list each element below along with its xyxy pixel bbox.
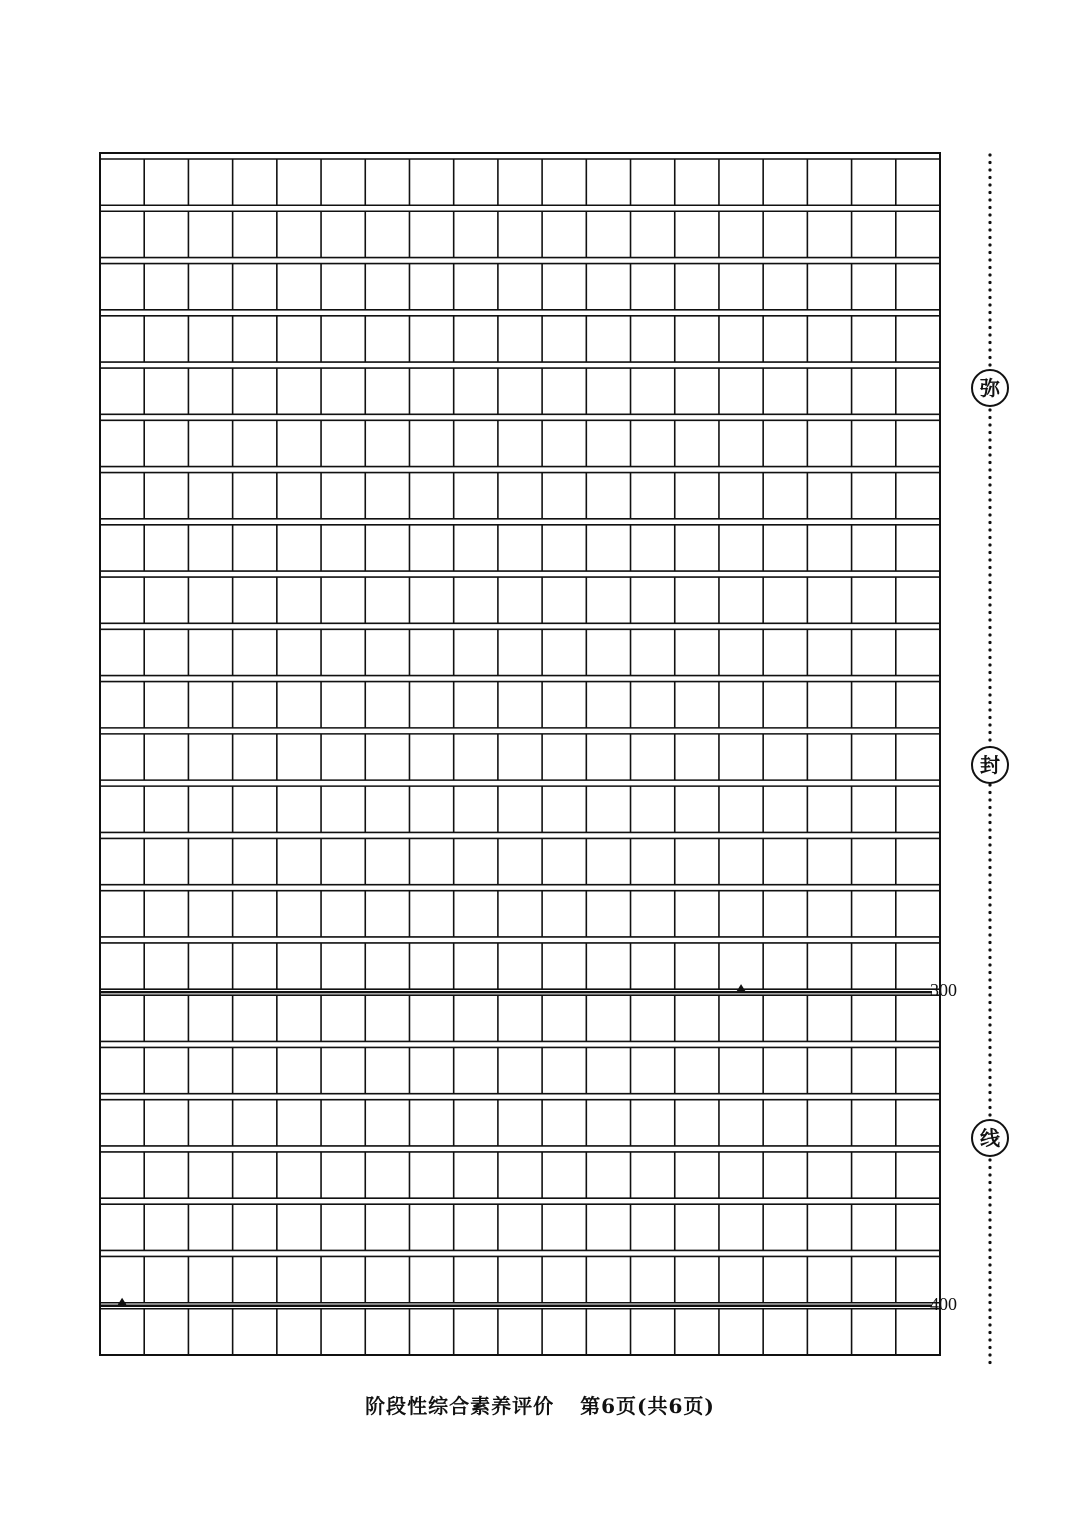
binding-dot (988, 1083, 991, 1086)
binding-dot (988, 243, 991, 246)
binding-dot (988, 603, 991, 606)
word-count-triangle (117, 1298, 127, 1306)
binding-dot (988, 333, 991, 336)
binding-dot (988, 1008, 991, 1011)
binding-dot (988, 453, 991, 456)
binding-dot (988, 648, 991, 651)
binding-dot (988, 281, 991, 284)
binding-dot (988, 626, 991, 629)
word-count-triangle (736, 984, 746, 992)
binding-dot (988, 1323, 991, 1326)
binding-dot (988, 1338, 991, 1341)
binding-dot (988, 1286, 991, 1289)
binding-dot (988, 663, 991, 666)
binding-dot (988, 678, 991, 681)
binding-dot (988, 641, 991, 644)
binding-dot (988, 851, 991, 854)
binding-dot (988, 1271, 991, 1274)
page-footer (0, 1390, 1080, 1419)
binding-dot (988, 498, 991, 501)
binding-dot (988, 858, 991, 861)
binding-dot (988, 806, 991, 809)
binding-dot (988, 506, 991, 509)
binding-dot (988, 513, 991, 516)
binding-dot (988, 978, 991, 981)
binding-dot (988, 1248, 991, 1251)
binding-dot (988, 956, 991, 959)
binding-dot (988, 656, 991, 659)
binding-dot (988, 963, 991, 966)
binding-dot (988, 273, 991, 276)
binding-dot (988, 1173, 991, 1176)
binding-dot (988, 791, 991, 794)
binding-dot (988, 476, 991, 479)
binding-dot (988, 176, 991, 179)
binding-dot (988, 1031, 991, 1034)
binding-dot (988, 1353, 991, 1356)
binding-dot (988, 266, 991, 269)
binding-dot (988, 1293, 991, 1296)
binding-dot (988, 303, 991, 306)
binding-dot (988, 926, 991, 929)
binding-dot (988, 1158, 991, 1161)
binding-dot (988, 1091, 991, 1094)
binding-dot (988, 438, 991, 441)
binding-dot (988, 716, 991, 719)
binding-dot (988, 461, 991, 464)
binding-dot (988, 1166, 991, 1169)
binding-dot (988, 213, 991, 216)
binding-dot (988, 551, 991, 554)
binding-dot (988, 701, 991, 704)
binding-dot (988, 341, 991, 344)
binding-dot (988, 206, 991, 209)
binding-dot (988, 836, 991, 839)
binding-dot (988, 183, 991, 186)
binding-dot (988, 311, 991, 314)
binding-dot (988, 731, 991, 734)
binding-dot (988, 1263, 991, 1266)
binding-dot (988, 221, 991, 224)
binding-dot (988, 236, 991, 239)
binding-dot (988, 1203, 991, 1206)
binding-dot (988, 528, 991, 531)
binding-dot (988, 1053, 991, 1056)
binding-dot (988, 1278, 991, 1281)
binding-dot (988, 986, 991, 989)
binding-dot (988, 918, 991, 921)
binding-dot (988, 798, 991, 801)
binding-dot (988, 1218, 991, 1221)
binding-dot (988, 686, 991, 689)
binding-dot (988, 1316, 991, 1319)
binding-dot (988, 941, 991, 944)
binding-dot (988, 296, 991, 299)
binding-dot (988, 873, 991, 876)
binding-dot (988, 1331, 991, 1334)
binding-dot (988, 1023, 991, 1026)
binding-dot (988, 588, 991, 591)
binding-dot (988, 896, 991, 899)
binding-dot (988, 828, 991, 831)
binding-dot (988, 738, 991, 741)
binding-dot (988, 1256, 991, 1259)
binding-dot (988, 971, 991, 974)
binding-dot (988, 1001, 991, 1004)
binding-dot (988, 558, 991, 561)
binding-dot (988, 1361, 991, 1364)
word-count-label-400: 400 (930, 1293, 957, 1314)
word-count-label-300: 300 (930, 980, 957, 1001)
binding-dot (988, 1233, 991, 1236)
binding-dot (988, 543, 991, 546)
grid-outer-frame (100, 153, 940, 1355)
binding-dot (988, 1098, 991, 1101)
binding-dot (988, 198, 991, 201)
binding-dot (988, 911, 991, 914)
binding-dot (988, 933, 991, 936)
binding-dot (988, 431, 991, 434)
binding-dot (988, 948, 991, 951)
binding-dot (988, 423, 991, 426)
binding-dot (988, 1068, 991, 1071)
binding-dot (988, 1106, 991, 1109)
binding-dot (988, 843, 991, 846)
binding-dot (988, 348, 991, 351)
binding-dot (988, 288, 991, 291)
binding-dot (988, 596, 991, 599)
binding-dot (988, 1196, 991, 1199)
seal-char-xian: 线 (971, 1119, 1009, 1157)
binding-dot (988, 258, 991, 261)
binding-dot (988, 446, 991, 449)
binding-dot (988, 168, 991, 171)
binding-dot (988, 1346, 991, 1349)
binding-dot (988, 1076, 991, 1079)
binding-dot (988, 693, 991, 696)
binding-dot (988, 1181, 991, 1184)
composition-grid (100, 153, 940, 1355)
seal-char-mi: 弥 (971, 369, 1009, 407)
binding-dot (988, 671, 991, 674)
binding-dot (988, 611, 991, 614)
binding-dot (988, 161, 991, 164)
binding-dot (988, 153, 991, 156)
binding-dot (988, 408, 991, 411)
binding-dot (988, 356, 991, 359)
binding-dot (988, 566, 991, 569)
binding-dot (988, 723, 991, 726)
binding-dot (988, 416, 991, 419)
binding-dot (988, 581, 991, 584)
binding-dot (988, 618, 991, 621)
binding-dot (988, 1038, 991, 1041)
binding-dot (988, 821, 991, 824)
binding-dot (988, 326, 991, 329)
binding-dot (988, 363, 991, 366)
binding-dot (988, 251, 991, 254)
binding-dot (988, 1211, 991, 1214)
binding-dot (988, 468, 991, 471)
binding-dot (988, 191, 991, 194)
binding-dot (988, 708, 991, 711)
binding-dot (988, 866, 991, 869)
binding-dot (988, 521, 991, 524)
binding-dot (988, 633, 991, 636)
binding-dot (988, 1301, 991, 1304)
seal-char-feng: 封 (971, 746, 1009, 784)
footer-title: 阶段性综合素养评价 (365, 1394, 555, 1418)
binding-dot (988, 1016, 991, 1019)
binding-dot (988, 491, 991, 494)
binding-dot (988, 483, 991, 486)
binding-dot (988, 888, 991, 891)
binding-dot (988, 318, 991, 321)
binding-dot (988, 903, 991, 906)
binding-dot (988, 1241, 991, 1244)
binding-dot (988, 228, 991, 231)
binding-dot (988, 881, 991, 884)
footer-page-info: 第6页(共6页) (580, 1394, 715, 1418)
binding-dot (988, 536, 991, 539)
binding-dot (988, 1308, 991, 1311)
binding-dot (988, 993, 991, 996)
binding-dot (988, 1188, 991, 1191)
binding-dot (988, 1046, 991, 1049)
binding-dot (988, 1061, 991, 1064)
binding-dot (988, 1226, 991, 1229)
binding-dot (988, 813, 991, 816)
binding-dot (988, 1113, 991, 1116)
binding-dot (988, 573, 991, 576)
